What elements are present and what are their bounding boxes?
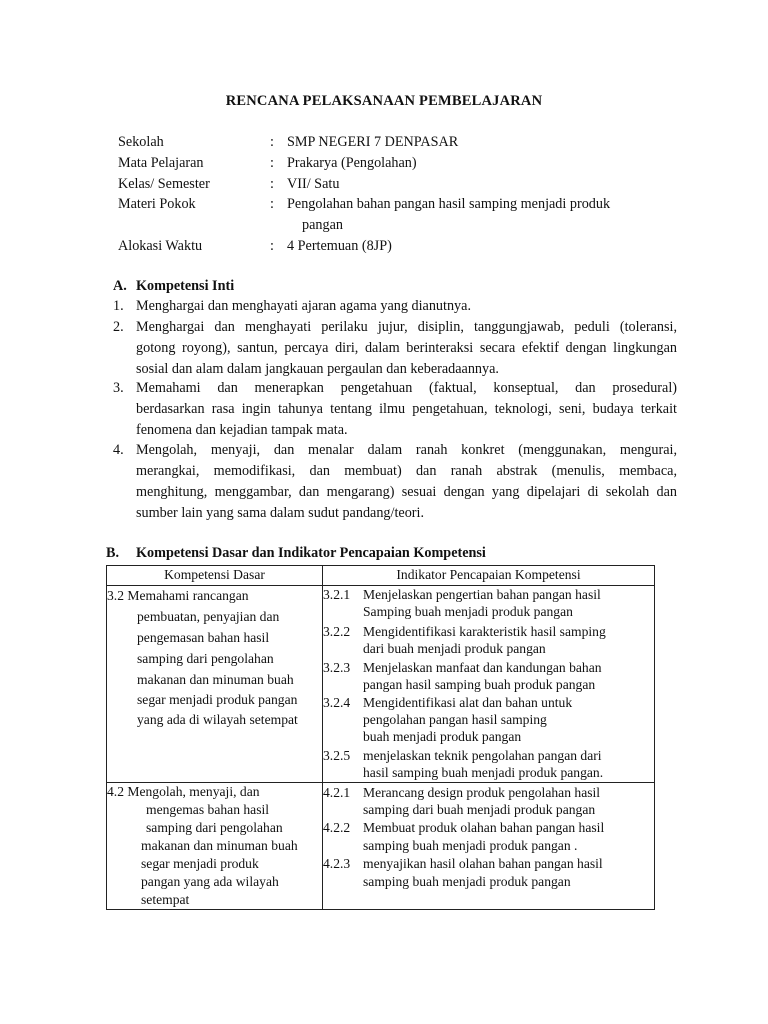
identity-value-materi-pokok-cont: pangan — [302, 217, 343, 233]
kd-text: 3.2 Memahami rancangan — [107, 588, 249, 603]
indicator-text: menyajikan hasil olahan bahan pangan hasil — [363, 856, 603, 871]
identity-value-mata-pelajaran: Prakarya (Pengolahan) — [287, 155, 417, 171]
list-item-line: fenomena dan kejadian tampak mata. — [136, 422, 348, 438]
list-item-line: Memahami dan menerapkan pengetahuan (faktual, konseptual, dan prosedural) — [136, 380, 677, 396]
kd-text: setempat — [141, 892, 190, 907]
identity-value-alokasi-waktu: 4 Pertemuan (8JP) — [287, 238, 392, 254]
identity-label-alokasi-waktu: Alokasi Waktu — [118, 238, 203, 254]
indicator-code: 3.2.5 — [323, 748, 351, 763]
indicator-text: Membuat produk olahan bahan pangan hasil — [363, 820, 605, 835]
kd-text: makanan dan minuman buah — [137, 672, 294, 687]
list-item-line: sumber lain yang sama dalam sudut pandang/teori. — [136, 505, 425, 521]
indicator-text: pengolahan pangan hasil samping — [363, 712, 547, 727]
indicator-text: Samping buah menjadi produk pangan — [363, 604, 573, 619]
indicator-text: buah menjadi produk pangan — [363, 729, 522, 744]
identity-value-materi-pokok: Pengolahan bahan pangan hasil samping menjadi produk — [287, 196, 611, 212]
indicator-code: 3.2.3 — [323, 660, 351, 675]
indicator-code: 3.2.4 — [323, 695, 351, 710]
kd-text: pembuatan, penyajian dan — [137, 609, 280, 624]
kd-text: 4.2 Mengolah, menyaji, dan — [107, 784, 260, 799]
indicator-text: Merancang design produk pengolahan hasil — [363, 785, 601, 800]
indicator-text: pangan hasil samping buah produk pangan — [363, 677, 596, 692]
section-title: Kompetensi Inti — [136, 278, 235, 294]
document-title: RENCANA PELAKSANAAN PEMBELAJARAN — [225, 93, 543, 109]
indicator-text: dari buah menjadi produk pangan — [363, 641, 546, 656]
indicator-code: 3.2.2 — [323, 624, 351, 639]
kd-text: samping dari pengolahan — [137, 651, 274, 666]
list-item-line: Menghargai dan menghayati ajaran agama yang dianutnya. — [136, 298, 471, 314]
list-item-number: 4. — [113, 442, 124, 458]
section-letter: B. — [106, 545, 120, 561]
indicator-code: 3.2.1 — [323, 587, 351, 602]
list-item-line: Mengolah, menyaji, dan menalar dalam ranah konkret (menggunakan, mengurai, — [136, 442, 677, 458]
identity-label-materi-pokok: Materi Pokok — [118, 196, 196, 212]
kd-text: samping dari pengolahan — [146, 820, 283, 835]
table-header-divider — [106, 585, 655, 586]
table-header-ipk: Indikator Pencapaian Kompetensi — [396, 567, 581, 582]
list-item-number: 2. — [113, 319, 124, 335]
identity-colon: : — [270, 196, 274, 212]
kd-text: pengemasan bahan hasil — [137, 630, 270, 645]
identity-label-kelas-semester: Kelas/ Semester — [118, 176, 210, 192]
indicator-text: samping dari buah menjadi produk pangan — [363, 802, 596, 817]
indicator-text: Menjelaskan manfaat dan kandungan bahan — [363, 660, 602, 675]
identity-colon: : — [270, 134, 274, 150]
indicator-text: hasil samping buah menjadi produk pangan. — [363, 765, 604, 780]
identity-colon: : — [270, 176, 274, 192]
kd-text: makanan dan minuman buah — [141, 838, 298, 853]
kd-text: mengemas bahan hasil — [146, 802, 270, 817]
table-header-kd: Kompetensi Dasar — [164, 567, 265, 582]
indicator-text: menjelaskan teknik pengolahan pangan dari — [363, 748, 602, 763]
kd-text: pangan yang ada wilayah — [141, 874, 279, 889]
list-item-line: merangkai, memodifikasi, dan membuat) dan ranah abstrak (menulis, membaca, — [136, 463, 677, 479]
list-item-number: 3. — [113, 380, 124, 396]
identity-value-sekolah: SMP NEGERI 7 DENPASAR — [287, 134, 459, 150]
indicator-text: Mengidentifikasi alat dan bahan untuk — [363, 695, 573, 710]
indicator-code: 4.2.2 — [323, 820, 351, 835]
list-item-line: berdasarkan rasa ingin tahunya tentang ilmu pengetahuan, teknologi, seni, budaya terkait — [136, 401, 677, 417]
identity-label-sekolah: Sekolah — [118, 134, 164, 150]
list-item-line: menghitung, menggambar, dan mengarang) sesuai dengan yang dipelajari di sekolah dan — [136, 484, 677, 500]
identity-value-kelas-semester: VII/ Satu — [287, 176, 340, 192]
list-item-line: gotong royong), santun, percaya diri, dalam berinteraksi secara efektif dengan lingkungan — [136, 340, 677, 356]
table-row-divider — [106, 782, 655, 783]
kd-text: segar menjadi produk pangan — [137, 692, 298, 707]
indicator-code: 4.2.3 — [323, 856, 351, 871]
section-title: Kompetensi Dasar dan Indikator Pencapaian Kompetensi — [136, 545, 486, 561]
list-item-number: 1. — [113, 298, 124, 314]
list-item-line: sosial dan alam dalam jangkauan pergaulan dan keberadaannya. — [136, 361, 499, 377]
section-letter: A. — [113, 278, 127, 294]
indicator-text: Menjelaskan pengertian bahan pangan hasil — [363, 587, 601, 602]
list-item-line: Menghargai dan menghayati perilaku jujur, disiplin, tanggungjawab, peduli (toleransi, — [136, 319, 677, 335]
identity-label-mata-pelajaran: Mata Pelajaran — [118, 155, 204, 171]
indicator-text: samping buah menjadi produk pangan — [363, 874, 571, 889]
kd-text: segar menjadi produk — [141, 856, 259, 871]
indicator-text: Mengidentifikasi karakteristik hasil samping — [363, 624, 606, 639]
identity-colon: : — [270, 238, 274, 254]
kd-text: yang ada di wilayah setempat — [137, 712, 298, 727]
indicator-text: samping buah menjadi produk pangan . — [363, 838, 578, 853]
identity-colon: : — [270, 155, 274, 171]
indicator-code: 4.2.1 — [323, 785, 351, 800]
